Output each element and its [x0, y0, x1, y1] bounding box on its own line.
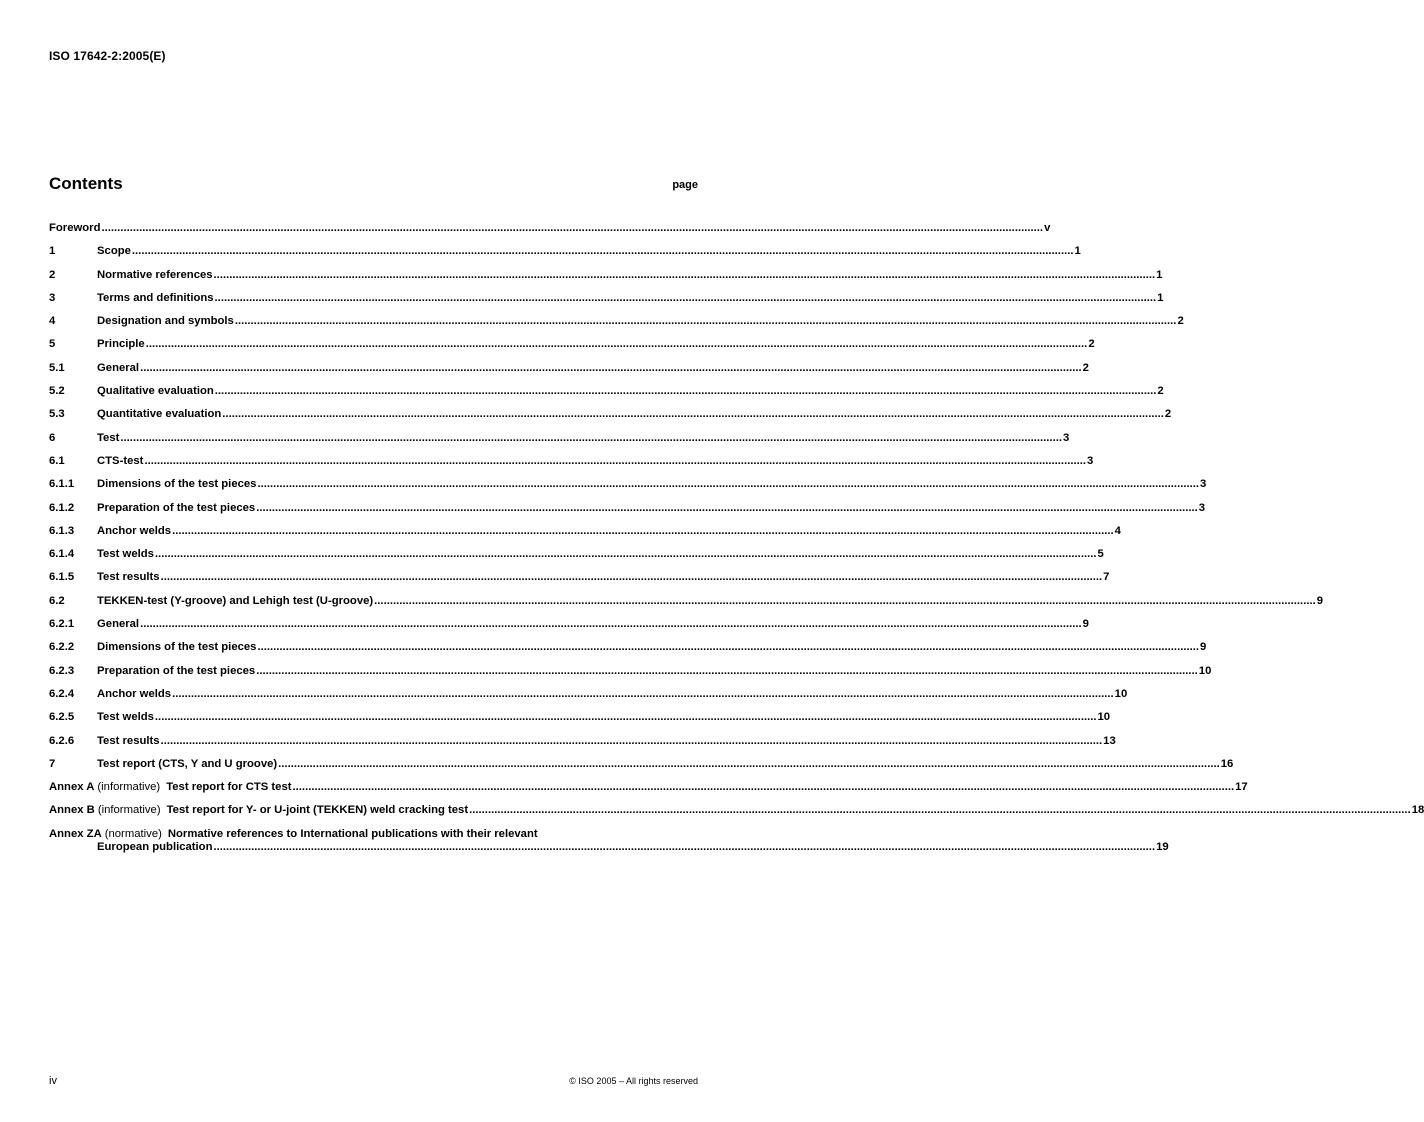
toc-entry[interactable]: [49, 641, 1207, 664]
toc-entry[interactable]: [49, 501, 1206, 525]
dot-leader: ............................................................................................................................................................................................................................................................................................................: [213, 268, 1156, 281]
dot-leader: ............................................................................................................................................................................................................................................................................................................: [140, 618, 1082, 631]
toc-entry-page: 1: [1157, 291, 1164, 304]
toc-annex-za[interactable]: [49, 827, 1169, 854]
toc-entries: [49, 222, 1324, 781]
toc-entry-title: Normative references: [97, 268, 213, 281]
toc-entry-number: 7: [49, 757, 56, 770]
toc-entry-number: 4: [49, 315, 56, 328]
toc-entry-page: 10: [1097, 711, 1111, 724]
toc-entry-title: CTS-test: [97, 454, 144, 467]
toc-entry[interactable]: [49, 268, 1163, 292]
toc-entry[interactable]: [49, 408, 1172, 431]
document-id: ISO 17642-2:2005(E): [49, 49, 166, 63]
toc-entry-number: 6.2.6: [49, 734, 75, 747]
toc-entry[interactable]: [49, 594, 1324, 618]
toc-entry-title: Foreword: [49, 222, 101, 234]
toc-entry-number: 6.1.1: [49, 478, 75, 491]
dot-leader: ............................................................................................................................................................................................................................................................................................................: [172, 524, 1114, 537]
dot-leader: ............................................................................................................................................................................................................................................................................................................: [234, 315, 1177, 328]
toc-entry-page: 2: [1157, 385, 1164, 398]
toc-entry-number: 6.1.5: [49, 571, 75, 584]
toc-entry-number: 5.1: [49, 361, 65, 374]
toc-entry[interactable]: [49, 361, 1089, 385]
dot-leader: ............................................................................................................................................................................................................................................................................................................: [140, 361, 1082, 374]
dot-leader: ............................................................................................................................................................................................................................................................................................................: [172, 687, 1114, 700]
toc-entry-title: Dimensions of the test pieces: [97, 641, 257, 654]
dot-leader: ............................................................................................................................................................................................................................................................................................................: [131, 245, 1074, 258]
toc-entry-page: 1: [1074, 245, 1081, 258]
dot-leader: ............................................................................................................................................................................................................................................................................................................: [154, 711, 1097, 724]
toc-entry-title: General: [97, 618, 140, 631]
toc-entry-page: v: [1044, 222, 1051, 234]
page-column-label: page: [672, 179, 698, 191]
toc-entry-number: 6.2.1: [49, 618, 75, 631]
toc-entry-title: Principle: [97, 338, 145, 351]
annex-type: (informative): [97, 781, 161, 794]
toc-entry-title: Designation and symbols: [97, 315, 234, 328]
toc-entry-title: Anchor welds: [97, 687, 172, 700]
toc-entry-number: 6: [49, 431, 56, 444]
contents-heading: Contents: [49, 174, 123, 193]
table-of-contents: [49, 222, 1424, 854]
toc-entry-number: 6.2.3: [49, 664, 75, 677]
annex-title: Test report for CTS test: [166, 781, 292, 794]
toc-entry-page: 10: [1114, 687, 1128, 700]
dot-leader: ............................................................................................................................................................................................................................................................................................................: [222, 408, 1164, 421]
toc-entry[interactable]: [49, 711, 1111, 734]
toc-entry-number: 6.2.5: [49, 711, 75, 724]
toc-entry[interactable]: [49, 687, 1128, 711]
toc-entry-title: Test welds: [97, 711, 154, 724]
dot-leader: ............................................................................................................................................................................................................................................................................................................: [160, 734, 1103, 747]
toc-entry[interactable]: [49, 734, 1116, 758]
toc-entry-number: 3: [49, 291, 56, 304]
annex-page: 17: [1235, 781, 1248, 794]
annex-page: 18: [1411, 804, 1424, 817]
toc-entry[interactable]: [49, 385, 1164, 408]
annex-title: Test report for Y- or U-joint (TEKKEN) weld cracking test: [166, 804, 469, 817]
dot-leader: ............................................................................................................................................................................................................................................................................................................: [374, 594, 1316, 607]
toc-entry-number: 5.2: [49, 385, 65, 398]
annex-type: (informative): [97, 804, 161, 817]
toc-entry-title: Anchor welds: [97, 524, 172, 537]
toc-entry-page: 7: [1103, 571, 1110, 584]
toc-entry-title: General: [97, 361, 140, 374]
toc-entry-page: 10: [1198, 664, 1212, 677]
dot-leader: ............................................................................................................................................................................................................................................................................................................: [214, 385, 1157, 398]
toc-entry-page: 2: [1088, 338, 1095, 351]
toc-entry[interactable]: [49, 222, 1051, 245]
toc-entry-page: 3: [1087, 454, 1094, 467]
toc-entry-title: Terms and definitions: [97, 291, 214, 304]
toc-entry[interactable]: [49, 245, 1081, 268]
toc-entry-page: 1: [1156, 268, 1163, 281]
dot-leader: ............................................................................................................................................................................................................................................................................................................: [257, 478, 1200, 491]
dot-leader: ............................................................................................................................................................................................................................................................................................................: [257, 641, 1200, 654]
toc-entry-number: 6.2.4: [49, 687, 75, 700]
toc-entry-page: 13: [1103, 734, 1116, 747]
toc-entry[interactable]: [49, 478, 1207, 501]
dot-leader: ............................................................................................................................................................................................................................................................................................................: [469, 804, 1411, 817]
toc-annex-a[interactable]: [49, 781, 1248, 804]
toc-entry-title: Test welds: [97, 548, 154, 561]
toc-entry-page: 2: [1177, 315, 1184, 328]
dot-leader: ............................................................................................................................................................................................................................................................................................................: [256, 501, 1198, 514]
toc-entry-title: Test report (CTS, Y and U groove): [97, 757, 278, 770]
toc-entry[interactable]: [49, 571, 1110, 594]
toc-entry-title: Qualitative evaluation: [97, 385, 214, 398]
dot-leader: ............................................................................................................................................................................................................................................................................................................: [101, 222, 1044, 234]
toc-entry-page: 4: [1114, 524, 1121, 537]
toc-entry[interactable]: [49, 757, 1234, 781]
dot-leader: ............................................................................................................................................................................................................................................................................................................: [256, 664, 1198, 677]
toc-entry-page: 9: [1200, 641, 1207, 654]
toc-entry-page: 9: [1082, 618, 1089, 631]
toc-entry-page: 3: [1200, 478, 1207, 491]
toc-entry[interactable]: [49, 618, 1089, 641]
toc-entry-number: 6.2.2: [49, 641, 75, 654]
dot-leader: ............................................................................................................................................................................................................................................................................................................: [144, 454, 1087, 467]
dot-leader: ............................................................................................................................................................................................................................................................................................................: [213, 840, 1156, 853]
annex-title: Normative references to International publications with their relevant: [167, 827, 538, 840]
dot-leader: ............................................................................................................................................................................................................................................................................................................: [154, 548, 1097, 561]
page-number: iv: [49, 1075, 57, 1087]
annex-type: (normative): [104, 827, 162, 840]
toc-entry-page: 16: [1220, 757, 1234, 770]
copyright-notice: © ISO 2005 – All rights reserved: [569, 1076, 698, 1086]
annex-label: Annex B: [49, 804, 95, 817]
dot-leader: ............................................................................................................................................................................................................................................................................................................: [160, 571, 1103, 584]
toc-entry[interactable]: [49, 315, 1184, 338]
dot-leader: ............................................................................................................................................................................................................................................................................................................: [292, 781, 1235, 794]
toc-entry[interactable]: [49, 431, 1070, 455]
toc-entry-page: 9: [1316, 594, 1324, 607]
toc-entry-title: Preparation of the test pieces: [97, 501, 256, 514]
toc-entry-number: 5.3: [49, 408, 65, 421]
toc-entry[interactable]: [49, 454, 1094, 478]
toc-entry-page: 5: [1097, 548, 1104, 561]
toc-entry-number: 6.1.2: [49, 501, 75, 514]
annex-title-continued: European publication: [97, 840, 213, 853]
toc-entry-number: 6.1.3: [49, 524, 75, 537]
toc-entry-number: 5: [49, 338, 56, 351]
dot-leader: ............................................................................................................................................................................................................................................................................................................: [120, 431, 1062, 444]
toc-entry-page: 2: [1164, 408, 1172, 421]
dot-leader: ............................................................................................................................................................................................................................................................................................................: [145, 338, 1088, 351]
toc-entry-title: Scope: [97, 245, 131, 258]
toc-entry[interactable]: [49, 524, 1121, 548]
toc-entry[interactable]: [49, 338, 1095, 361]
toc-entry-number: 6.2: [49, 594, 65, 607]
toc-entry[interactable]: [49, 291, 1164, 315]
toc-entry-title: Dimensions of the test pieces: [97, 478, 257, 491]
toc-entry-title: Test results: [97, 734, 160, 747]
dot-leader: ............................................................................................................................................................................................................................................................................................................: [278, 757, 1220, 770]
toc-entry-title: Preparation of the test pieces: [97, 664, 256, 677]
annex-label: Annex ZA: [49, 827, 102, 840]
toc-annex-b[interactable]: [49, 804, 1424, 827]
toc-entry-title: Test: [97, 431, 120, 444]
toc-entry-title: Test results: [97, 571, 160, 584]
toc-entry-page: 2: [1082, 361, 1089, 374]
toc-entry-number: 6.1: [49, 454, 65, 467]
annex-label: Annex A: [49, 781, 95, 794]
annex-page: 19: [1156, 840, 1169, 853]
toc-entry-title: TEKKEN-test (Y-groove) and Lehigh test (U-groove): [97, 594, 374, 607]
toc-entry[interactable]: [49, 548, 1104, 571]
toc-entry-number: 1: [49, 245, 56, 258]
toc-entry-title: Quantitative evaluation: [97, 408, 222, 421]
dot-leader: ............................................................................................................................................................................................................................................................................................................: [214, 291, 1157, 304]
toc-entry-page: 3: [1062, 431, 1070, 444]
toc-entry-number: 2: [49, 268, 56, 281]
toc-entry[interactable]: [49, 664, 1212, 688]
toc-entry-page: 3: [1198, 501, 1206, 514]
toc-entry-number: 6.1.4: [49, 548, 75, 561]
